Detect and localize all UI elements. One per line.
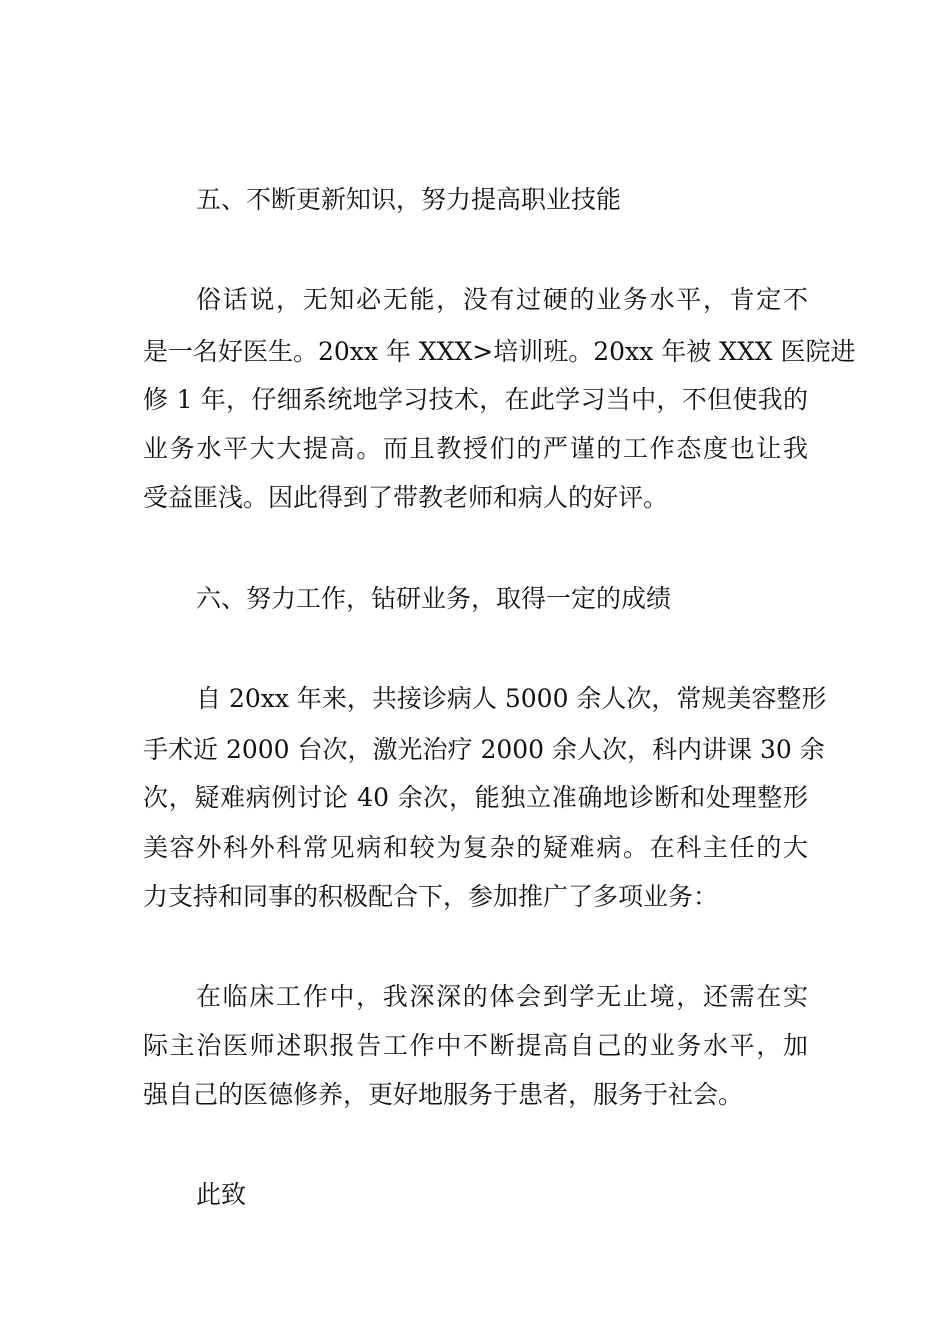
paragraph-line: 修 1 年，仔细系统地学习技术，在此学习当中，不但使我的	[143, 385, 808, 414]
salutation: 此致	[196, 1180, 247, 1209]
paragraph-line: 是一名好医生。20xx 年 XXX>培训班。20xx 年被 XXX 医院进	[143, 337, 856, 366]
paragraph-line: 际主治医师述职报告工作中不断提高自己的业务水平，加	[143, 1031, 808, 1060]
paragraph-line: 手术近 2000 台次，激光治疗 2000 余人次，科内讲课 30 余	[143, 735, 825, 764]
paragraph-line: 自 20xx 年来，共接诊病人 5000 余人次，常规美容整形	[196, 684, 827, 713]
paragraph-line: 强自己的医德修养，更好地服务于患者，服务于社会。	[143, 1080, 744, 1109]
section-6-heading: 六、努力工作，钻研业务，取得一定的成绩	[196, 584, 672, 613]
paragraph-line: 次，疑难病例讨论 40 余次，能独立准确地诊断和处理整形	[143, 783, 808, 812]
paragraph-line: 力支持和同事的积极配合下，参加推广了多项业务：	[143, 882, 719, 911]
paragraph-line: 俗话说，无知必无能，没有过硬的业务水平，肯定不	[196, 285, 808, 314]
paragraph-line: 在临床工作中，我深深的体会到学无止境，还需在实	[196, 982, 808, 1011]
section-5-heading: 五、不断更新知识，努力提高职业技能	[196, 185, 622, 214]
paragraph-line: 受益匪浅。因此得到了带教老师和病人的好评。	[143, 483, 669, 512]
paragraph-line: 美容外科外科常见病和较为复杂的疑难病。在科主任的大	[143, 833, 808, 862]
paragraph-line: 业务水平大大提高。而且教授们的严谨的工作态度也让我	[143, 434, 808, 463]
